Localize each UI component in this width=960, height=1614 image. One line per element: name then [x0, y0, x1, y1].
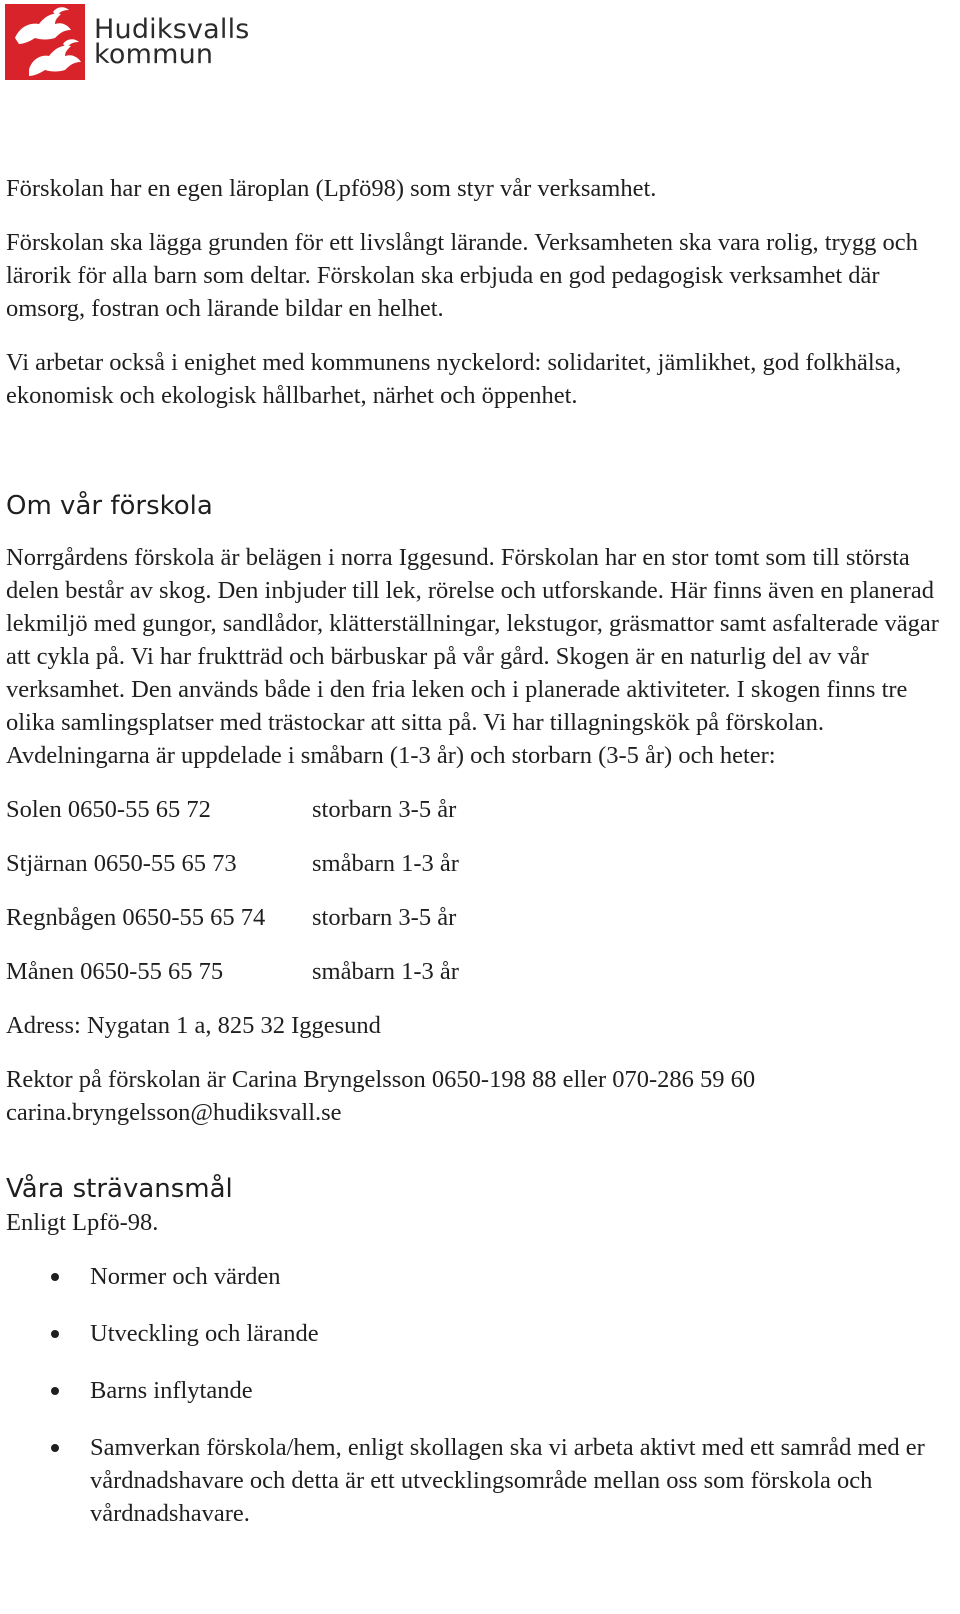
- list-item-text: Utveckling och lärande: [90, 1320, 319, 1347]
- list-item-text: Normer och värden: [90, 1263, 281, 1290]
- list-item: [6, 1374, 941, 1407]
- department-name-phone: Månen 0650-55 65 75: [6, 958, 224, 985]
- department-age-group: småbarn 1-3 år: [312, 850, 459, 877]
- bullet-icon: [51, 1273, 59, 1281]
- department-list: [6, 793, 941, 988]
- bullet-icon: [51, 1444, 59, 1452]
- list-item: [6, 1431, 941, 1530]
- intro-paragraph-1: Förskolan har en egen läroplan (Lpfö98) som styr vår verksamhet.: [6, 175, 657, 202]
- bullet-icon: [51, 1387, 59, 1395]
- municipality-logo: [5, 4, 250, 80]
- department-age-group: storbarn 3-5 år: [312, 904, 457, 931]
- department-row: [6, 901, 941, 934]
- logo-wordmark: [94, 14, 250, 70]
- logo-line-2: kommun: [94, 39, 214, 70]
- list-item: [6, 1317, 941, 1350]
- section-heading-goals: Våra strävansmål: [6, 1174, 233, 1204]
- document-body: [6, 172, 941, 1554]
- department-name-phone: Regnbågen 0650-55 65 74: [6, 904, 266, 931]
- list-item-text: Barns inflytande: [90, 1377, 253, 1404]
- section-heading-om: Om vår förskola: [6, 491, 213, 521]
- om-paragraph: Norrgårdens förskola är belägen i norra Iggesund. Förskolan har en stor tomt som till största delen består av skog. Den inbjuder till lek, rörelse och utforskande. Här finns även en planerad lekmiljö med gungor, sandlådor, klätterställningar, lekstugor, gräsmattor samt asfalterade vägar att cykla på. Vi har fruktträd och bärbuskar på vår gård. Skogen är en naturlig del av vår verksamhet. Den används både i den fria leken och i planerade aktiviteter. I skogen finns tre olika samlingsplatser med trästockar att sitta på. Vi har tillagningskök på förskolan. Avdelningarna är uppdelade i småbarn (1-3 år) och storbarn (3-5 år) och heter:: [6, 544, 939, 769]
- logo-line-1: Hudiksvalls: [94, 14, 250, 45]
- list-item: [6, 1260, 941, 1293]
- goat-emblem-icon: [5, 4, 85, 80]
- intro-paragraph-3: Vi arbetar också i enighet med kommunens nyckelord: solidaritet, jämlikhet, god folkhälsa, ekonomisk och ekologisk hållbarhet, närhet och öppenhet.: [6, 349, 902, 409]
- department-row: [6, 793, 941, 826]
- list-item-text: Samverkan förskola/hem, enligt skollagen ska vi arbeta aktivt med ett samråd med er vårdnadshavare och detta är ett utvecklingsområde mellan oss som förskola och vårdnadshavare.: [90, 1434, 925, 1527]
- department-row: [6, 847, 941, 880]
- department-age-group: småbarn 1-3 år: [312, 958, 459, 985]
- bullet-icon: [51, 1330, 59, 1338]
- department-name-phone: Solen 0650-55 65 72: [6, 796, 211, 823]
- goals-list: [6, 1260, 941, 1530]
- department-age-group: storbarn 3-5 år: [312, 796, 457, 823]
- address-line: Adress: Nygatan 1 a, 825 32 Iggesund: [6, 1012, 381, 1039]
- department-row: [6, 955, 941, 988]
- department-name-phone: Stjärnan 0650-55 65 73: [6, 850, 237, 877]
- goals-subtitle: Enligt Lpfö-98.: [6, 1209, 159, 1236]
- principal-contact: Rektor på förskolan är Carina Bryngelsson 0650-198 88 eller 070-286 59 60 carina.bryngelsson@hudiksvall.se: [6, 1066, 756, 1126]
- intro-paragraph-2: Förskolan ska lägga grunden för ett livslångt lärande. Verksamheten ska vara rolig, trygg och lärorik för alla barn som deltar. Förskolan ska erbjuda en god pedagogisk verksamhet där omsorg, fostran och lärande bildar en helhet.: [6, 229, 918, 322]
